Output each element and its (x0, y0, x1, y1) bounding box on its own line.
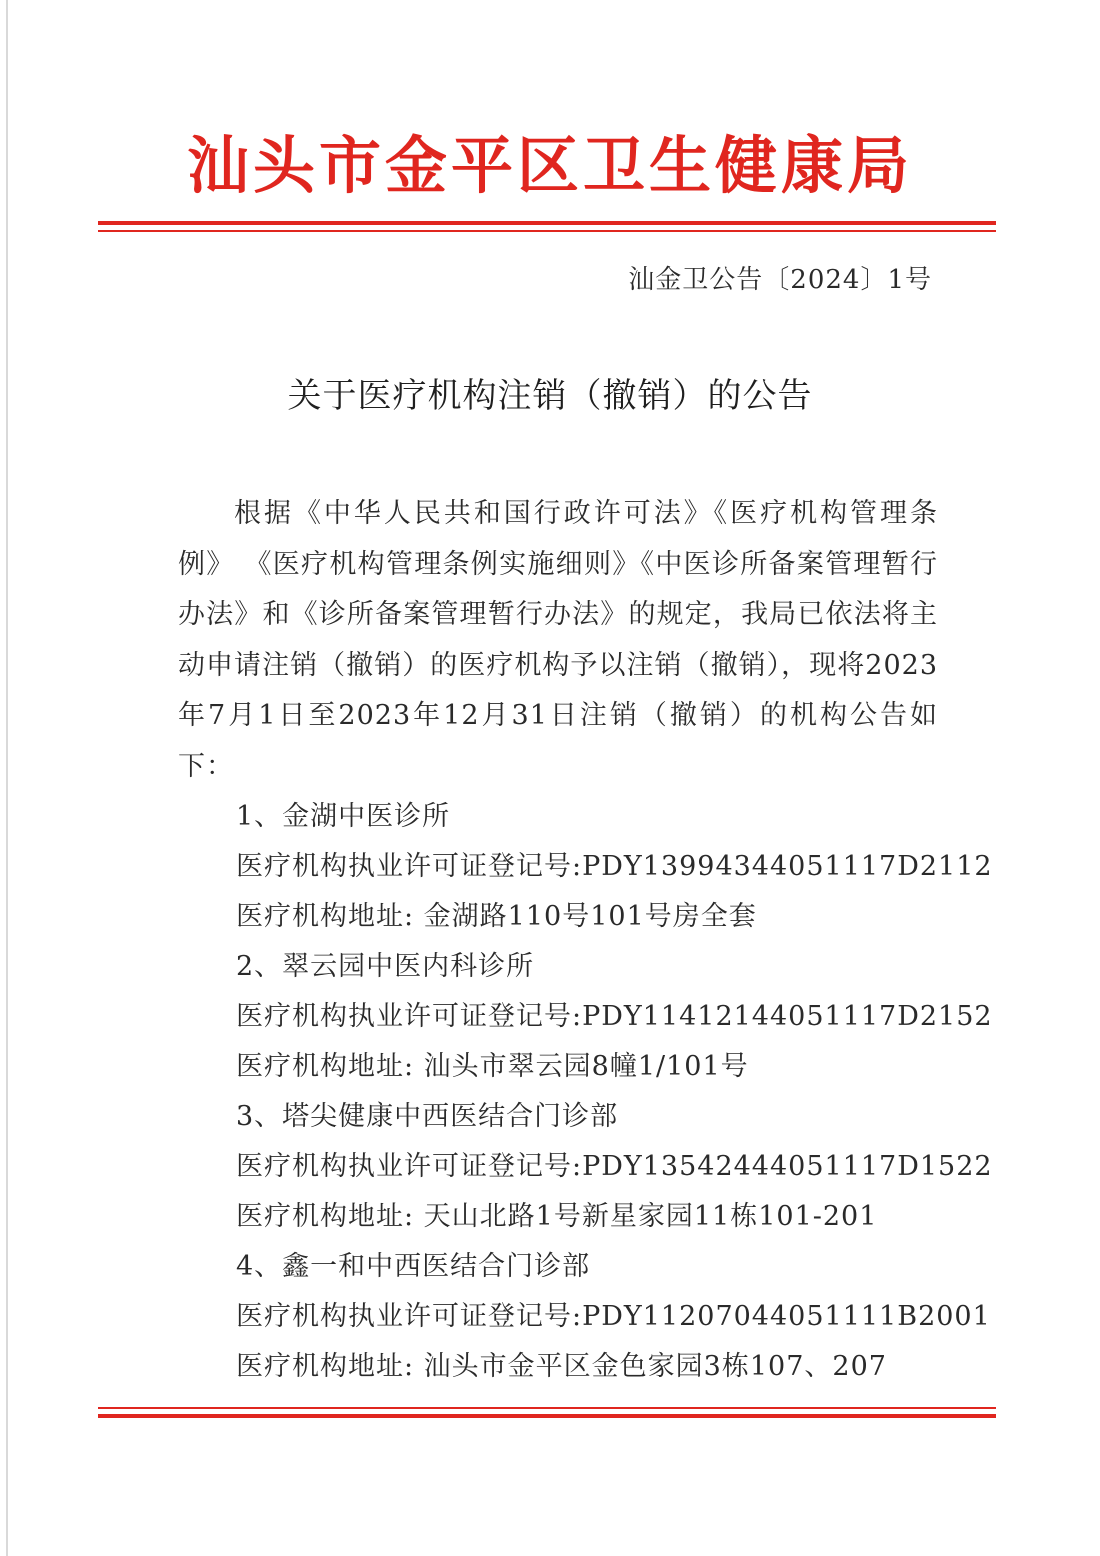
organization-header: 汕头市金平区卫生健康局 (186, 129, 913, 202)
institution-3-address: 医疗机构地址: 天山北路1号新星家园11栋101-201 (236, 1201, 878, 1232)
institution-3-license: 医疗机构执业许可证登记号:PDY13542444051117D1522 (236, 1151, 993, 1182)
intro-paragraph: 根据《中华人民共和国行政许可法》《医疗机构管理条例》 《医疗机构管理条例实施细则》《中医诊所备案管理暂行办法》和《诊所备案管理暂行办法》的规定，我局已依法将主动申请注销（撤销）的医疗机构予以注销（撤销），现将2023年7月1日至2023年12月31日注销（撤销）的机构公告如下： (178, 498, 938, 782)
header-rule-thick (98, 221, 996, 225)
institution-1-name: 1、金湖中医诊所 (236, 801, 451, 832)
institution-4-address: 医疗机构地址: 汕头市金平区金色家园3栋107、207 (236, 1351, 887, 1382)
institution-1-license: 医疗机构执业许可证登记号:PDY13994344051117D2112 (236, 851, 993, 882)
institution-2-name: 2、翠云园中医内科诊所 (236, 951, 535, 982)
footer-rule-thin (98, 1407, 996, 1409)
footer-rule-thick (98, 1414, 996, 1418)
page-edge (6, 0, 8, 1556)
document-title: 关于医疗机构注销（撤销）的公告 (287, 376, 813, 416)
institution-2-address: 医疗机构地址: 汕头市翠云园8幢1/101号 (236, 1051, 749, 1082)
institution-2-license: 医疗机构执业许可证登记号:PDY11412144051117D2152 (236, 1001, 993, 1032)
institution-4-license: 医疗机构执业许可证登记号:PDY11207044051111B2001 (236, 1301, 991, 1332)
institution-1-address: 医疗机构地址: 金湖路110号101号房全套 (236, 901, 757, 932)
institution-4-name: 4、鑫一和中西医结合门诊部 (236, 1251, 591, 1282)
header-rule-thin (98, 230, 996, 232)
institution-3-name: 3、塔尖健康中西医结合门诊部 (236, 1101, 619, 1132)
institution-list (236, 792, 993, 1392)
document-number: 汕金卫公告〔2024〕1号 (628, 265, 932, 295)
